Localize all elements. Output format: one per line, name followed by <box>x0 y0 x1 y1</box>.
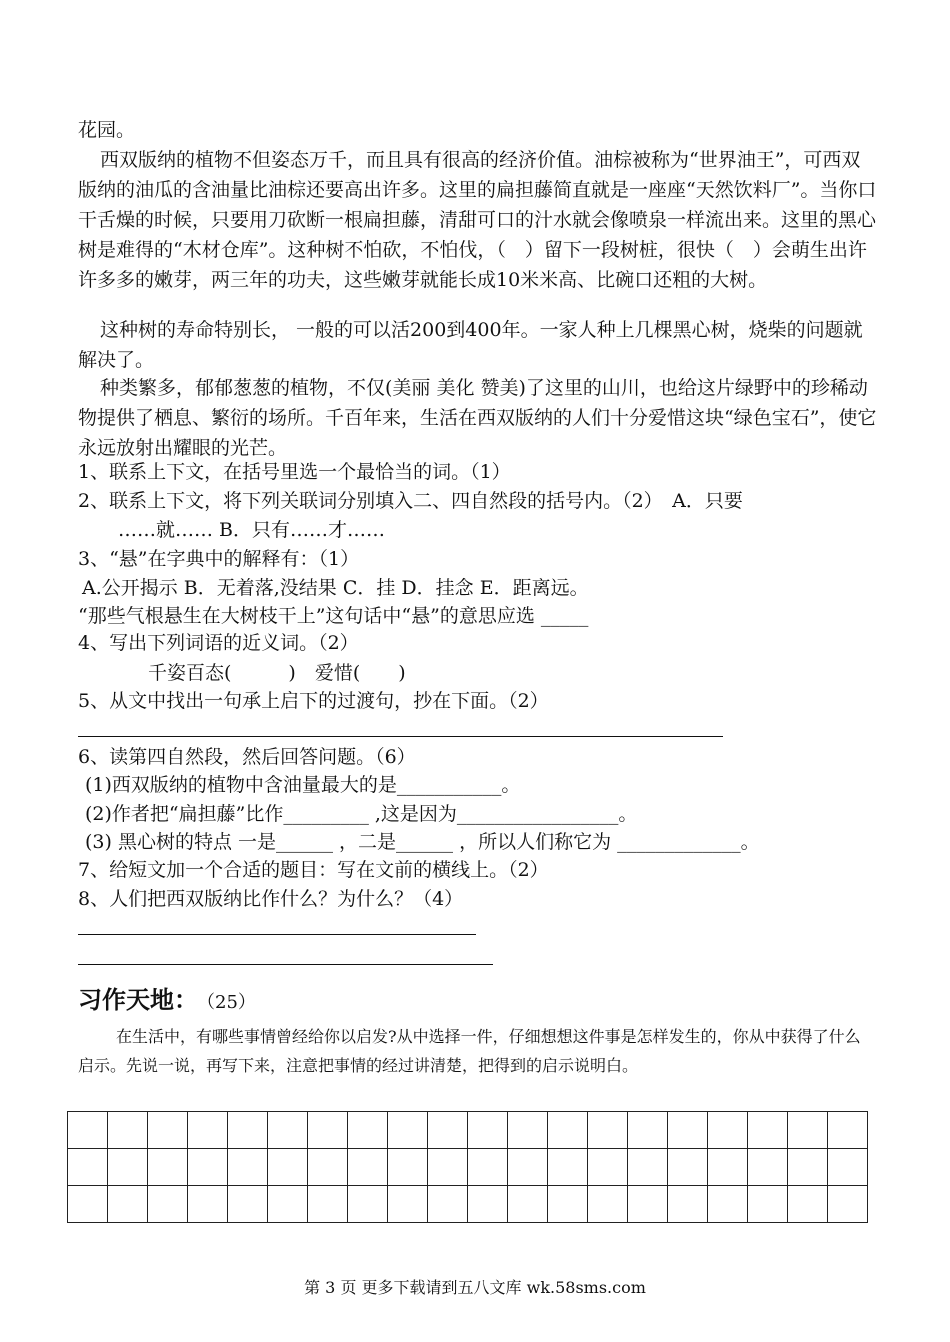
grid-cell[interactable] <box>108 1112 148 1149</box>
question-6-part-1: (1)西双版纳的植物中含油量最大的是___________。 <box>85 774 521 796</box>
grid-cell[interactable] <box>148 1149 188 1186</box>
question-4-words: 千姿百态( ) 爱惜( ) <box>148 662 406 684</box>
grid-cell[interactable] <box>428 1186 468 1223</box>
grid-cell[interactable] <box>468 1112 508 1149</box>
grid-cell[interactable] <box>188 1186 228 1223</box>
question-6: 6、读第四自然段，然后回答问题。（6） <box>78 746 416 768</box>
grid-cell[interactable] <box>108 1186 148 1223</box>
grid-cell[interactable] <box>308 1186 348 1223</box>
grid-cell[interactable] <box>508 1149 548 1186</box>
question-6-part-2: (2)作者把“扁担藤”比作_________ ,这是因为_________________。 <box>85 803 638 825</box>
grid-cell[interactable] <box>548 1186 588 1223</box>
grid-cell[interactable] <box>228 1149 268 1186</box>
grid-cell[interactable] <box>748 1149 788 1186</box>
question-8: 8、人们把西双版纳比作什么？为什么？（4） <box>78 888 464 910</box>
grid-cell[interactable] <box>68 1186 108 1223</box>
grid-cell[interactable] <box>228 1112 268 1149</box>
grid-cell[interactable] <box>828 1112 868 1149</box>
grid-cell[interactable] <box>268 1186 308 1223</box>
writing-grid <box>67 1111 868 1223</box>
composition-prompt: 在生活中，有哪些事情曾经给你以启发?从中选择一件，仔细想想这件事是怎样发生的，你从中获得了什么启示。先说一说，再写下来，注意把事情的经过讲清楚，把得到的启示说明白。 <box>78 1027 861 1075</box>
grid-cell[interactable] <box>708 1186 748 1223</box>
question-1: 1、联系上下文，在括号里选一个最恰当的词。（1） <box>78 461 511 483</box>
page-footer: 第 3 页 更多下载请到五八文库 wk.58sms.com <box>304 1278 646 1297</box>
grid-cell[interactable] <box>148 1186 188 1223</box>
question-2: 2、联系上下文，将下列关联词分别填入二、四自然段的括号内。（2） A．只要 <box>78 490 743 512</box>
grid-cell[interactable] <box>628 1149 668 1186</box>
grid-cell[interactable] <box>788 1112 828 1149</box>
answer-line-8a[interactable] <box>78 934 476 935</box>
grid-cell[interactable] <box>548 1149 588 1186</box>
grid-cell[interactable] <box>348 1112 388 1149</box>
grid-cell[interactable] <box>748 1186 788 1223</box>
grid-cell[interactable] <box>788 1149 828 1186</box>
composition-title: 习作天地： <box>78 986 198 1014</box>
grid-cell[interactable] <box>308 1149 348 1186</box>
grid-cell[interactable] <box>268 1112 308 1149</box>
grid-cell[interactable] <box>228 1186 268 1223</box>
grid-cell[interactable] <box>388 1112 428 1149</box>
grid-row <box>68 1186 868 1223</box>
grid-cell[interactable] <box>508 1186 548 1223</box>
grid-cell[interactable] <box>68 1149 108 1186</box>
grid-cell[interactable] <box>268 1149 308 1186</box>
grid-row <box>68 1149 868 1186</box>
passage-paragraph-green-gem: 种类繁多，郁郁葱葱的植物，不仅(美丽 美化 赞美)了这里的山川，也给这片绿野中的珍稀动物提供了栖息、繁衍的场所。千百年来，生活在西双版纳的人们十分爱惜这块“绿色宝石”，使它永远放射出耀眼的光芒。 <box>78 377 877 459</box>
grid-cell[interactable] <box>388 1186 428 1223</box>
grid-cell[interactable] <box>668 1149 708 1186</box>
question-7: 7、给短文加一个合适的题目：写在文前的横线上。（2） <box>78 859 549 881</box>
passage-fragment: 花园。 <box>78 119 136 141</box>
grid-cell[interactable] <box>628 1186 668 1223</box>
grid-cell[interactable] <box>468 1149 508 1186</box>
grid-cell[interactable] <box>548 1112 588 1149</box>
grid-cell[interactable] <box>588 1149 628 1186</box>
question-2-options: ……就…… B．只有……才…… <box>118 519 386 541</box>
passage-paragraph-tree-lifespan: 这种树的寿命特别长， 一般的可以活200到400年。一家人种上几棵黑心树，烧柴的问题就解决了。 <box>78 319 863 371</box>
grid-cell[interactable] <box>588 1186 628 1223</box>
grid-row <box>68 1112 868 1149</box>
grid-cell[interactable] <box>788 1186 828 1223</box>
grid-cell[interactable] <box>748 1112 788 1149</box>
grid-cell[interactable] <box>388 1149 428 1186</box>
question-4: 4、写出下列词语的近义词。（2） <box>78 632 359 654</box>
grid-cell[interactable] <box>708 1149 748 1186</box>
grid-cell[interactable] <box>348 1149 388 1186</box>
passage-paragraph-plants-value: 西双版纳的植物不但姿态万千，而且具有很高的经济价值。油棕被称为“世界油王”，可西双版纳的油瓜的含油量比油棕还要高出许多。这里的扁担藤简直就是一座座“天然饮料厂”。当你口干舌燥的时候，只要用刀砍断一根扁担藤，清甜可口的汁水就会像喷泉一样流出来。这里的黑心树是难得的“木材仓库”。这种树不怕砍，不怕伐，（ ）留下一段树桩，很快（ ）会萌生出许许多多的嫩芽，两三年的功夫，这些嫩芽就能长成10米米高、比碗口还粗的大树。 <box>78 149 877 291</box>
question-3-options: A.公开揭示 B．无着落,没结果 C．挂 D．挂念 E．距离远。 <box>82 577 589 599</box>
answer-line-8b[interactable] <box>78 964 493 965</box>
grid-cell[interactable] <box>428 1112 468 1149</box>
grid-cell[interactable] <box>508 1112 548 1149</box>
question-6-part-3: (3) 黑心树的特点 一是______ ，二是______ ，所以人们称它为 _____________。 <box>85 831 760 853</box>
grid-cell[interactable] <box>428 1149 468 1186</box>
grid-cell[interactable] <box>708 1112 748 1149</box>
answer-line-5[interactable] <box>78 736 723 737</box>
grid-cell[interactable] <box>308 1112 348 1149</box>
question-3-sentence: “那些气根悬生在大树枝干上”这句话中“悬”的意思应选 _____ <box>78 605 589 627</box>
grid-cell[interactable] <box>348 1186 388 1223</box>
grid-cell[interactable] <box>668 1112 708 1149</box>
grid-cell[interactable] <box>828 1186 868 1223</box>
grid-cell[interactable] <box>588 1112 628 1149</box>
grid-cell[interactable] <box>628 1112 668 1149</box>
grid-cell[interactable] <box>188 1112 228 1149</box>
grid-cell[interactable] <box>468 1186 508 1223</box>
grid-cell[interactable] <box>68 1112 108 1149</box>
composition-points: （25） <box>206 992 256 1013</box>
grid-cell[interactable] <box>828 1149 868 1186</box>
grid-cell[interactable] <box>668 1186 708 1223</box>
grid-cell[interactable] <box>188 1149 228 1186</box>
composition-heading <box>78 982 256 1021</box>
question-5: 5、从文中找出一句承上启下的过渡句，抄在下面。（2） <box>78 690 549 712</box>
question-3: 3、“悬”在字典中的解释有：（1） <box>78 548 360 570</box>
grid-cell[interactable] <box>148 1112 188 1149</box>
grid-cell[interactable] <box>108 1149 148 1186</box>
